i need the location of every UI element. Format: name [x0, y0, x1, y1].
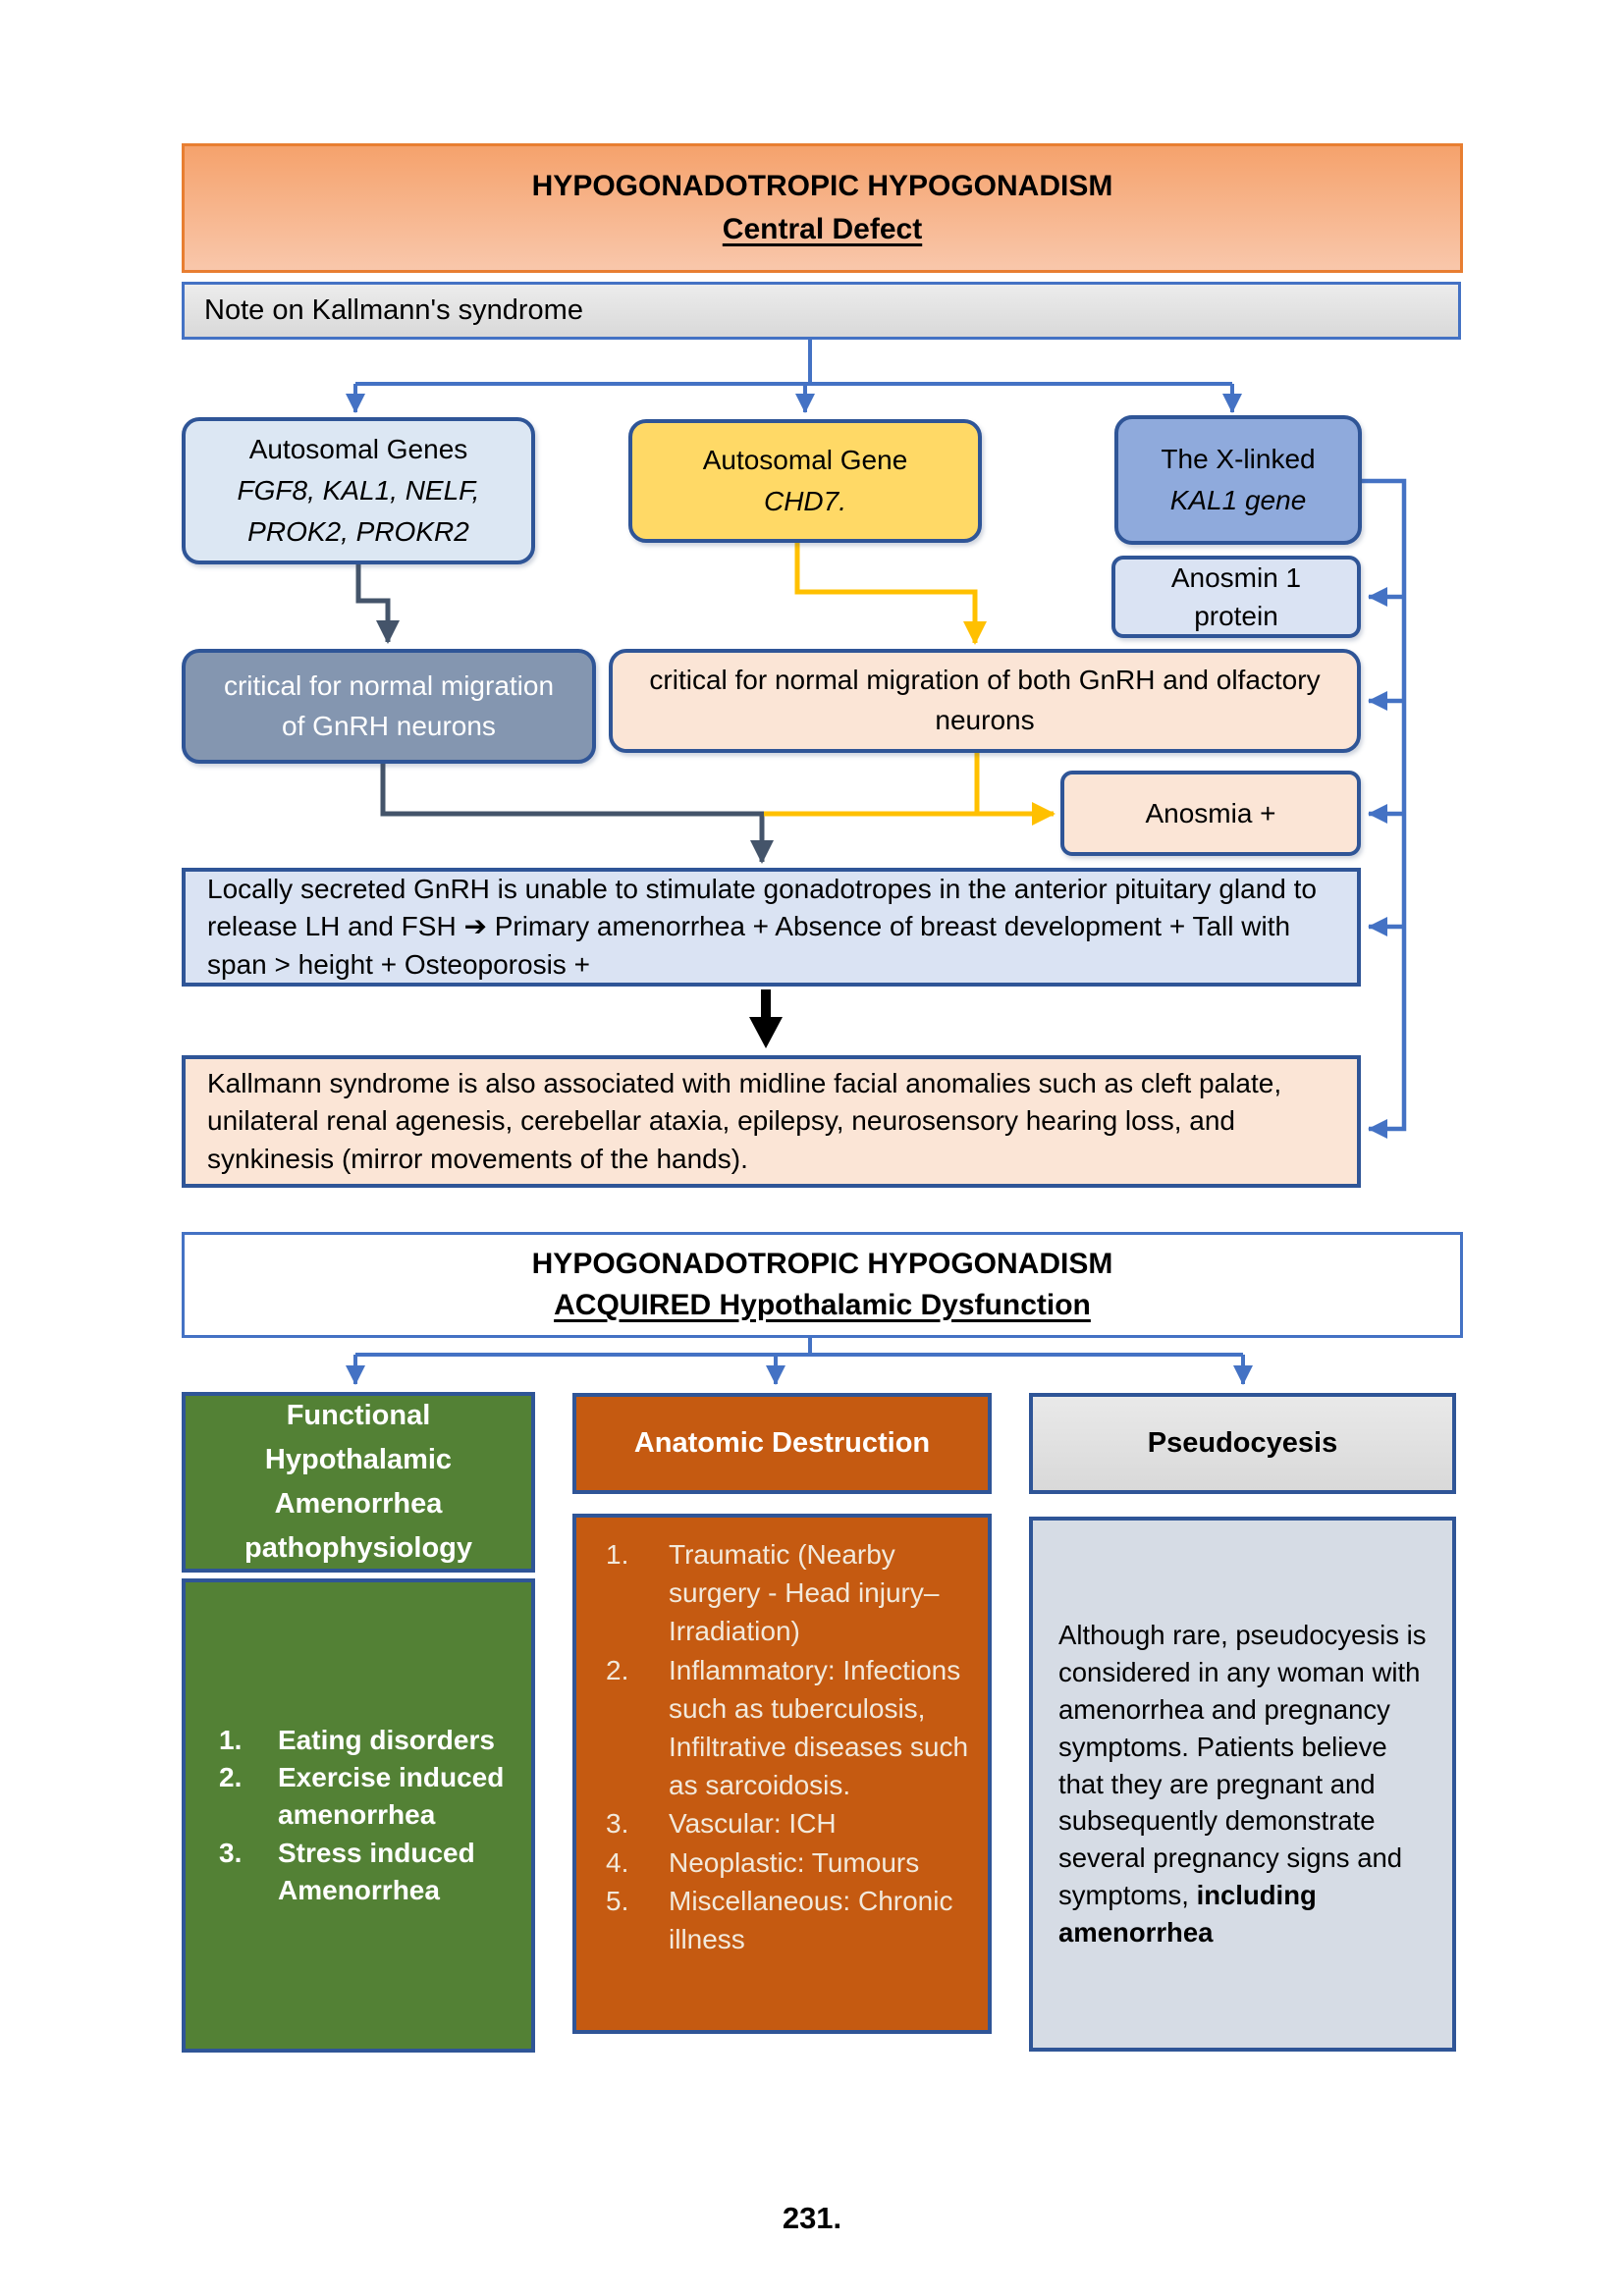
functional-hypothalamic-list: [182, 1578, 535, 2053]
list-item: 2. Exercise induced amenorrhea: [219, 1762, 505, 1831]
acquired-header: [182, 1232, 1463, 1338]
page-number: 231.: [782, 2201, 842, 2235]
section1-subtitle: Central Defect: [722, 213, 923, 245]
list-item: 4. Neoplastic: Tumours: [606, 1846, 920, 1878]
anosmia-label: Anosmia +: [1145, 797, 1276, 828]
pseudocyesis-header-label: Pseudocyesis: [1147, 1427, 1338, 1460]
arrow-rail-to-kallmann-note: [1362, 481, 1404, 1129]
locally-secreted-gnrh-text: Locally secreted GnRH is unable to stimulate gonadotropes in the anterior pituitary gland to release LH and FSH ➔ Primary amenorrhea + Absence of breast development + Tall with span > height + Osteoporosis +: [207, 873, 1317, 980]
functional-hypothalamic-header: [182, 1392, 535, 1573]
kallmann-syndrome-note-text: Kallmann syndrome is also associated with midline facial anomalies such as cleft palate, unilateral renal agenesis, cerebellar ataxia, epilepsy, neurosensory hearing loss, and synkinesis (mirror movements of the hands).: [207, 1067, 1282, 1174]
locally-secreted-gnrh-box: [182, 868, 1361, 987]
kallmann-note-label: Note on Kallmann's syndrome: [204, 294, 583, 326]
section2-subtitle: ACQUIRED Hypothalamic Dysfunction: [554, 1289, 1091, 1321]
anatomic-destruction-header-label: Anatomic Destruction: [633, 1427, 931, 1460]
gnrh-olfactory-migration-box: [609, 649, 1361, 753]
central-defect-header: [182, 143, 1463, 273]
anatomic-destruction-header: [572, 1393, 992, 1494]
pseudocyesis-header: [1029, 1393, 1456, 1494]
autosomal-genes-line2: PROK2, PROKR2: [247, 516, 469, 547]
list-item: 5. Miscellaneous: Chronic illness: [606, 1885, 953, 1954]
chd7-gene: CHD7.: [763, 486, 846, 516]
list-item: 3. Vascular: ICH: [606, 1808, 837, 1840]
anosmin-protein-box: [1111, 556, 1361, 638]
anatomic-destruction-list: [572, 1514, 992, 2034]
kallmann-note-box: [182, 282, 1461, 340]
list-item: 3. Stress induced Amenorrhea: [219, 1837, 475, 1905]
chd7-box: [628, 419, 982, 543]
arrow-autosomal-to-migration: [358, 564, 388, 642]
section2-title: HYPOGONADOTROPIC HYPOGONADISM: [531, 1248, 1113, 1280]
x-linked-gene: KAL1 gene: [1169, 485, 1307, 515]
pseudocyesis-paragraph: Although rare, pseudocyesis is considered in any woman with amenorrhea and pregnancy symptoms. Patients believe that they are pregnant and subsequently demonstrate several pregnancy signs and symptoms, including amenorrhea: [1058, 1619, 1427, 1949]
anosmia-box: [1060, 771, 1361, 856]
gnrh-migration-box: [182, 649, 596, 764]
gnrh-olfactory-migration-label: critical for normal migration of both GnRH and olfactory neurons: [649, 665, 1321, 735]
list-item: 1. Traumatic (Nearby surgery - Head injury– Irradiation): [606, 1539, 940, 1647]
anosmin-protein-label: Anosmin 1 protein: [1170, 561, 1302, 631]
x-linked-title: The X-linked: [1161, 444, 1316, 474]
gnrh-migration-label: critical for normal migration of GnRH neurons: [223, 669, 555, 741]
x-linked-box: [1114, 415, 1362, 545]
arrow-chd7-to-olfactory-migration: [797, 543, 975, 643]
chd7-title: Autosomal Gene: [702, 445, 908, 475]
pseudocyesis-text-box: [1029, 1517, 1456, 2052]
autosomal-genes-title: Autosomal Genes: [248, 434, 468, 464]
section1-title: HYPOGONADOTROPIC HYPOGONADISM: [531, 170, 1113, 202]
list-item: 1. Eating disorders: [219, 1725, 495, 1756]
autosomal-genes-line1: FGF8, KAL1, NELF,: [237, 475, 480, 506]
autosomal-genes-box: [182, 417, 535, 564]
list-item: 2. Inflammatory: Infections such as tuberculosis, Infiltrative diseases such as sarcoidosis.: [606, 1654, 969, 1801]
kallmann-syndrome-note-box: [182, 1055, 1361, 1188]
functional-hypothalamic-header-label: Functional Hypothalamic Amenorrhea pathophysiology: [244, 1400, 472, 1564]
arrow-migration-to-locally-secreted: [383, 764, 762, 862]
